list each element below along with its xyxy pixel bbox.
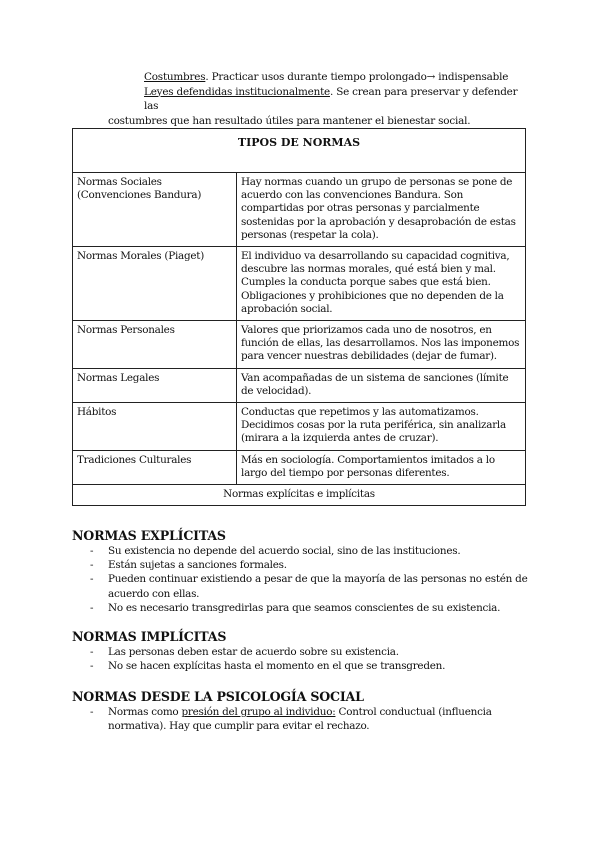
section-explicitas bbox=[72, 528, 532, 615]
list-item: - No es necesario transgredirlas para que seamos conscientes de su existencia. bbox=[72, 601, 532, 615]
row-desc: Más en sociología. Comportamientos imitados a lo largo del tiempo por personas diferentes. bbox=[237, 450, 526, 484]
table-row bbox=[73, 247, 526, 321]
row-name: Normas Morales (Piaget) bbox=[73, 247, 237, 321]
row-desc: Conductas que repetimos y las automatizamos. Decidimos cosas por la ruta periférica, sin analizarla (mirara a la izquierda antes de cruzar). bbox=[237, 403, 526, 451]
table-footer: Normas explícitas e implícitas bbox=[73, 485, 526, 506]
section-title-psicologia: NORMAS DESDE LA PSICOLOGÍA SOCIAL bbox=[72, 689, 364, 704]
table-row bbox=[73, 368, 526, 402]
list-item: - Su existencia no depende del acuerdo social, sino de las instituciones. bbox=[72, 544, 532, 558]
list-item: - Pueden continuar existiendo a pesar de que la mayoría de las personas no estén de acuerdo con ellas. bbox=[72, 572, 532, 600]
intro-line3: costumbres que han resultado útiles para mantener el bienestar social. bbox=[108, 114, 471, 127]
row-name: Hábitos bbox=[73, 403, 237, 451]
row-name: Tradiciones Culturales bbox=[73, 450, 237, 484]
list-item: - Las personas deben estar de acuerdo sobre su existencia. bbox=[72, 645, 532, 659]
section-implicitas bbox=[72, 629, 532, 673]
intro-line-leyes bbox=[108, 85, 528, 114]
table-title: TIPOS DE NORMAS bbox=[73, 129, 526, 173]
term-leyes: Leyes defendidas institucionalmente bbox=[144, 85, 330, 98]
table-row bbox=[73, 173, 526, 247]
table-footer-row bbox=[73, 485, 526, 506]
row-desc: Van acompañadas de un sistema de sanciones (límite de velocidad). bbox=[237, 368, 526, 402]
section-psicologia bbox=[72, 689, 532, 733]
row-name: Normas Legales bbox=[73, 368, 237, 402]
row-name: Normas Sociales (Convenciones Bandura) bbox=[73, 173, 237, 247]
item-pre: Normas como bbox=[108, 706, 182, 718]
table-header-row bbox=[73, 129, 526, 173]
intro-line2-text: . Se crean para preservar y defender las bbox=[144, 85, 518, 112]
table-row bbox=[73, 403, 526, 451]
row-name: Normas Personales bbox=[73, 321, 237, 369]
intro-line1-text: . Practicar usos durante tiempo prolongado→ indispensable bbox=[205, 71, 509, 83]
term-costumbres: Costumbres bbox=[144, 71, 206, 83]
table-row bbox=[73, 321, 526, 369]
term-presion-grupo: presión del grupo al individuo: bbox=[181, 706, 336, 718]
row-desc: Valores que priorizamos cada uno de nosotros, en función de ellas, las desarrollamos. Nos las imponemos para vencer nuestras debilidades (dejar de fumar). bbox=[237, 321, 526, 369]
list-explicitas bbox=[72, 544, 532, 615]
row-desc: Hay normas cuando un grupo de personas se pone de acuerdo con las convenciones Bandura. Son compartidas por otras personas y parcialmente sostenidas por la aprobación y desaprobación de estas personas (respetar la cola). bbox=[237, 173, 526, 247]
list-psicologia bbox=[72, 705, 532, 733]
row-desc: El individuo va desarrollando su capacidad cognitiva, descubre las normas morales, qué está bien y mal. Cumples la conducta porque sabes que está bien. Obligaciones y prohibiciones que no dependen de la aprobación social. bbox=[237, 247, 526, 321]
section-title-explicitas: NORMAS EXPLÍCITAS bbox=[72, 528, 226, 543]
section-title-implicitas: NORMAS IMPLÍCITAS bbox=[72, 629, 227, 644]
list-implicitas bbox=[72, 645, 532, 673]
list-item: - Están sujetas a sanciones formales. bbox=[72, 558, 532, 572]
item-rest: Control conductual (influencia normativa). Hay que cumplir para evitar el rechazo. bbox=[108, 706, 492, 733]
intro-line-costumbres bbox=[108, 70, 528, 85]
table-row bbox=[73, 450, 526, 484]
intro-paragraph bbox=[108, 70, 528, 128]
list-item bbox=[72, 705, 532, 733]
norms-table bbox=[72, 128, 526, 506]
list-item: - No se hacen explícitas hasta el momento en el que se transgreden. bbox=[72, 659, 532, 673]
